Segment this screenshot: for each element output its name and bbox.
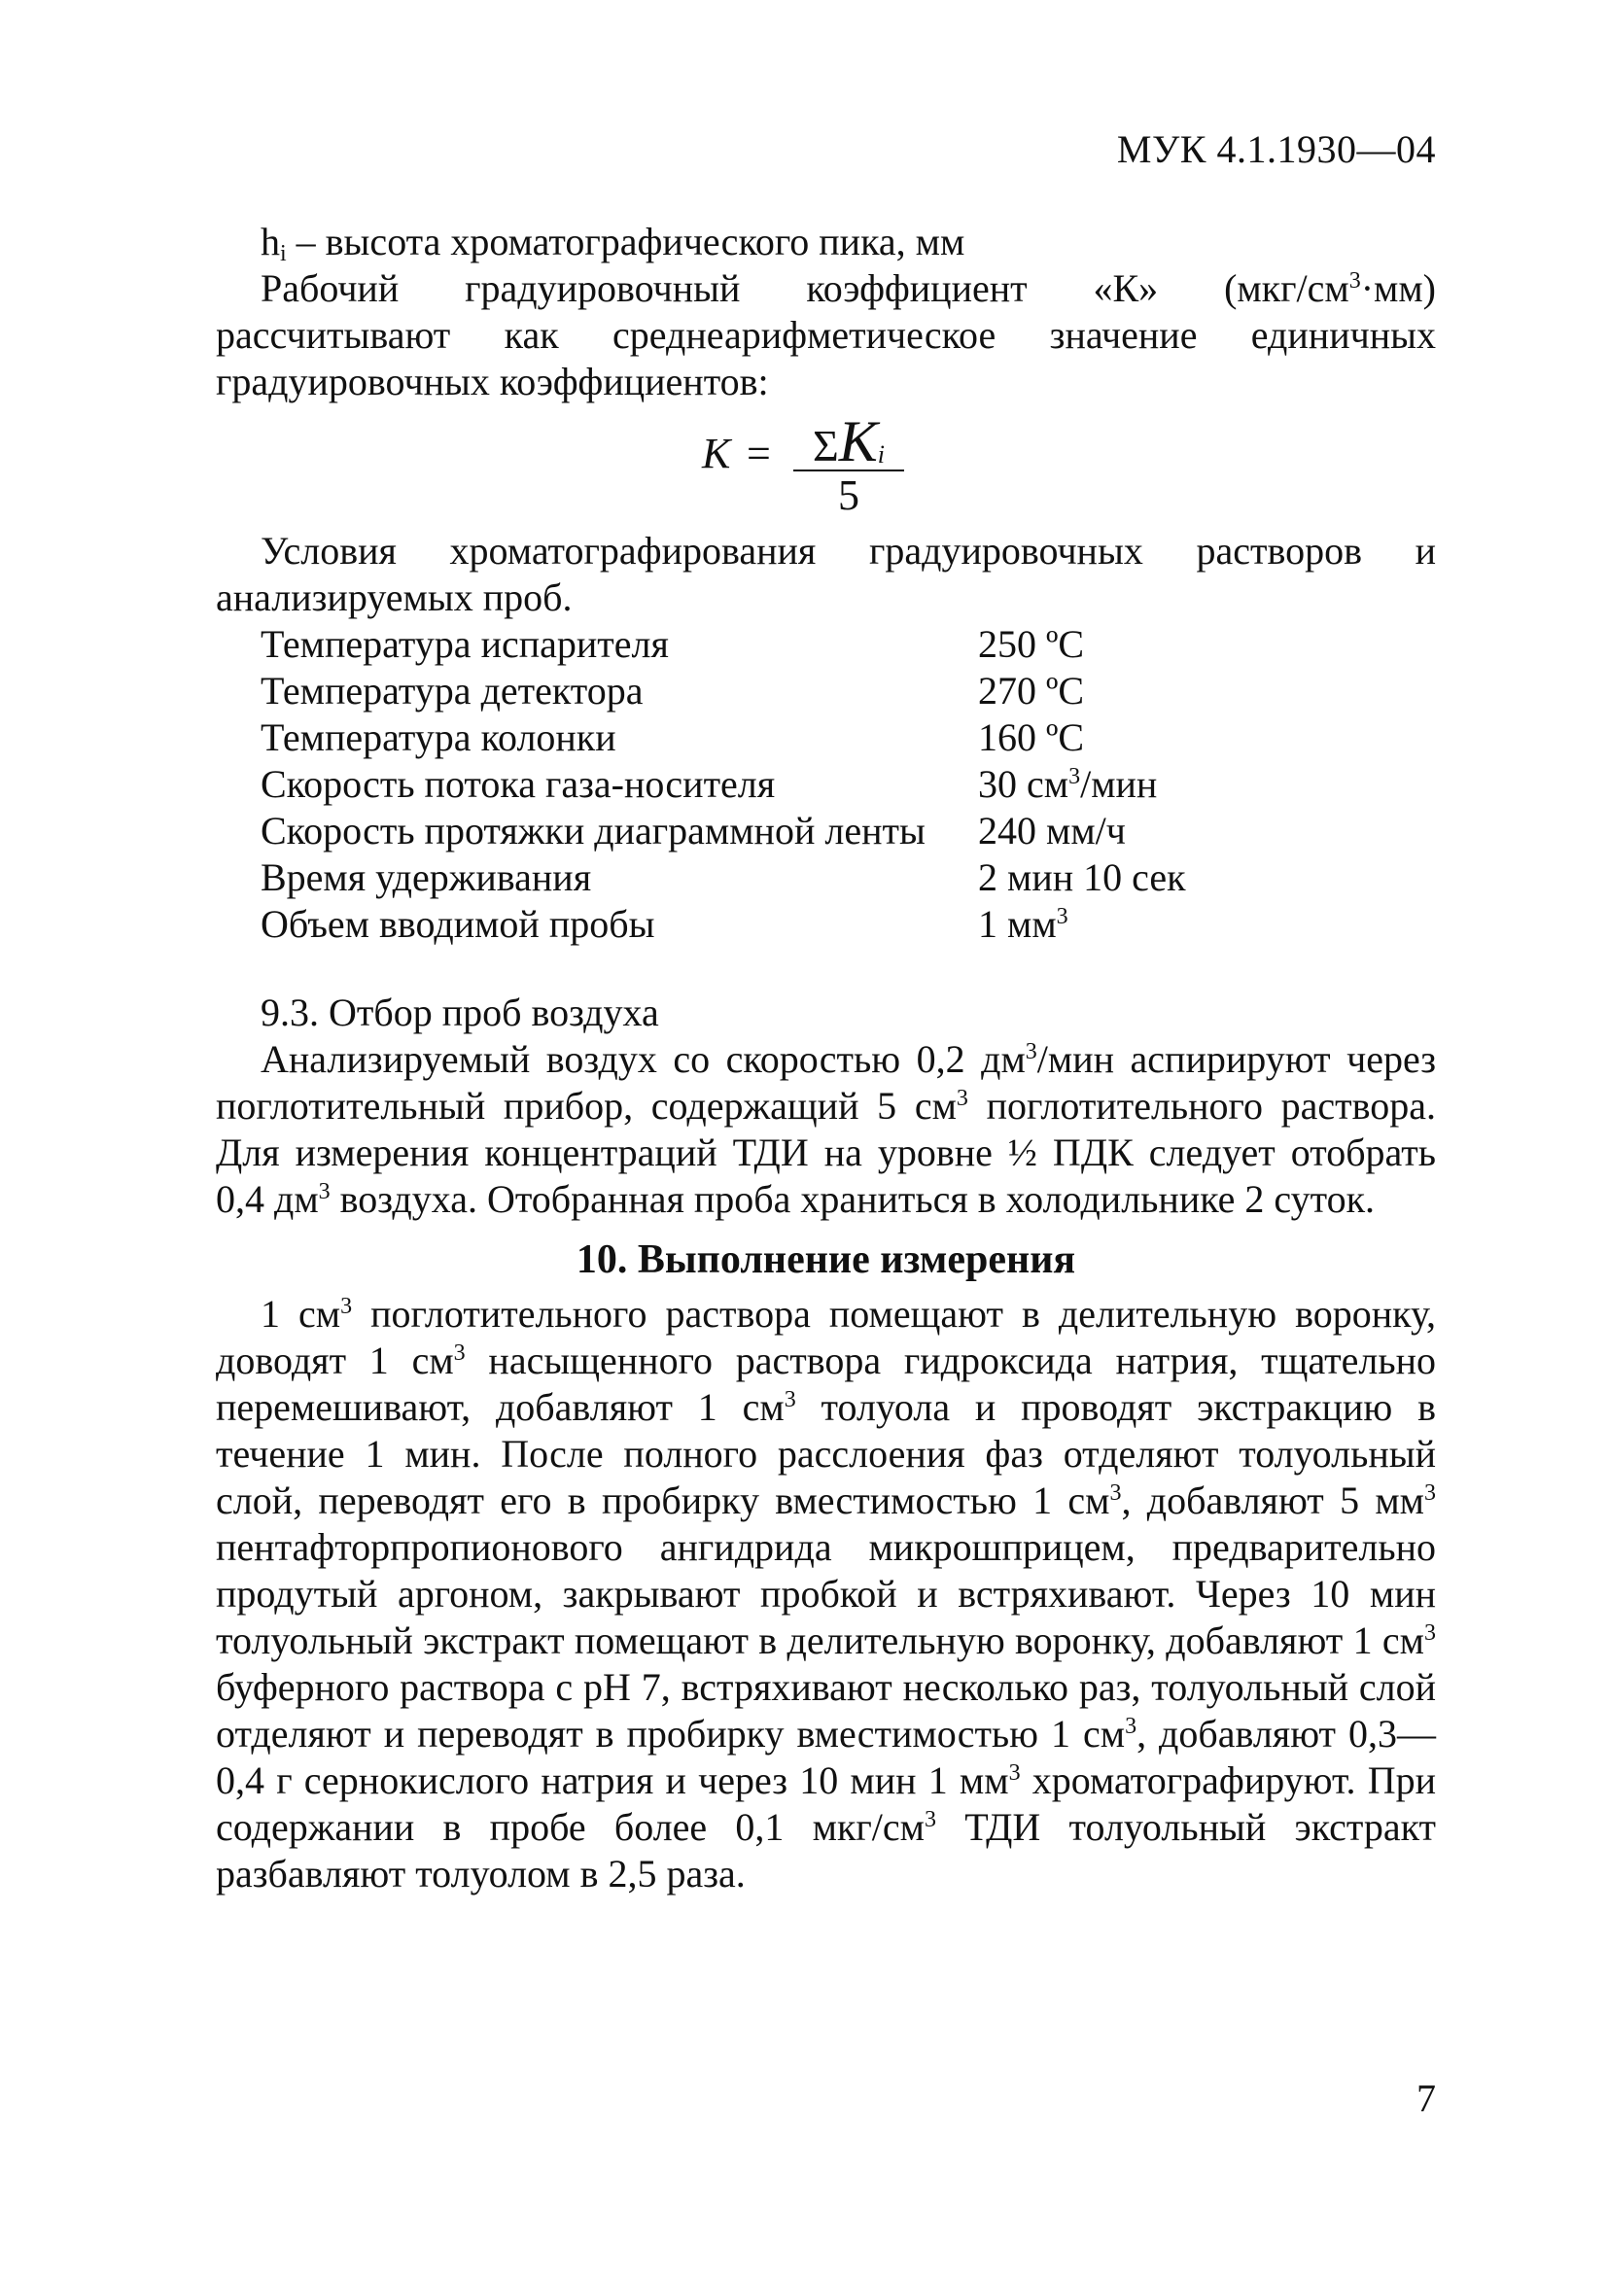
condition-row — [216, 621, 1436, 668]
superscript: 3 — [318, 1179, 331, 1204]
condition-name: Объем вводимой пробы — [261, 902, 655, 946]
formula-fraction — [789, 411, 908, 520]
condition-row — [216, 901, 1436, 948]
coefficient-text-2: ·мм) рассчитывают как среднеарифметическое значение единичных градуировочных коэффициентов: — [216, 266, 1436, 403]
condition-row — [216, 808, 1436, 854]
sampling-heading: 9.3. Отбор проб воздуха — [261, 991, 659, 1034]
condition-name: Скорость потока газа-носителя — [261, 762, 776, 806]
measurement-text: толуола и проводят экстракцию в течение 1 мин. После полного расслоения фаз отделяют толуольный слой, переводят его в пробирку вместимостью 1 см — [216, 1385, 1436, 1522]
hi-subscript: i — [280, 241, 287, 266]
superscript: 3 — [1109, 1480, 1122, 1506]
measurement-paragraph — [216, 1291, 1436, 1897]
formula-k: K — [838, 409, 878, 473]
value-unit: /мин — [1080, 762, 1158, 806]
superscript: 3 — [1125, 1714, 1137, 1739]
condition-row — [216, 761, 1436, 808]
section-title-measurement: 10. Выполнение измерения — [576, 1237, 1076, 1282]
superscript: 3 — [1056, 904, 1068, 929]
value-text: 1 мм — [978, 902, 1057, 946]
sampling-paragraph — [216, 1036, 1436, 1223]
measurement-text: буферного раствора с рН 7, встряхивают несколько раз, толуольный слой отделяют и переводят в пробирку вместимостью 1 см — [216, 1665, 1436, 1756]
condition-name: Температура колонки — [261, 715, 616, 759]
condition-name: Время удерживания — [261, 855, 592, 899]
superscript: 3 — [1348, 268, 1361, 294]
measurement-text: поглотительного раствора помещают в делительную воронку, доводят 1 см — [216, 1292, 1436, 1382]
coefficient-formula — [216, 411, 1436, 524]
conditions-table — [216, 621, 1436, 948]
condition-row — [216, 714, 1436, 761]
superscript: 3 — [453, 1340, 466, 1366]
superscript: 3 — [924, 1807, 936, 1832]
page-body — [216, 219, 1436, 1897]
formula-numerator — [789, 409, 908, 473]
measurement-text: хроматографируют. При содержании в пробе более 0,1 мкг/см — [216, 1758, 1436, 1849]
formula-equals: = — [747, 430, 771, 477]
superscript: 3 — [1008, 1760, 1021, 1786]
condition-name: Температура испарителя — [261, 622, 669, 666]
condition-value: 160 ºС — [978, 715, 1085, 759]
coefficient-text-1: Рабочий градуировочный коэффициент «К» (мкг/см — [261, 266, 1349, 310]
superscript: 3 — [1068, 764, 1081, 789]
condition-value — [978, 901, 1436, 948]
superscript: 3 — [956, 1086, 968, 1111]
condition-value — [978, 761, 1436, 808]
sigma-symbol: Σ — [812, 421, 839, 470]
superscript: 3 — [1424, 1620, 1436, 1646]
condition-name: Температура детектора — [261, 669, 644, 713]
hi-definition — [216, 219, 1436, 265]
sampling-text: Анализируемый воздух со скоростью 0,2 дм — [261, 1037, 1026, 1081]
condition-value: 2 мин 10 сек — [978, 855, 1186, 899]
measurement-text: пентафторпропионового ангидрида микрошприцем, предварительно продутый аргоном, закрывают пробкой и встряхивают. Через 10 мин толуольный экстракт помещают в делительную воронку, добавляют 1 см — [216, 1525, 1436, 1662]
hi-definition-text: – высота хроматографического пика, мм — [286, 220, 965, 263]
page-number: 7 — [1416, 2076, 1436, 2120]
sampling-text: воздуха. Отобранная проба храниться в холодильнике 2 суток. — [330, 1177, 1376, 1221]
condition-row — [216, 854, 1436, 901]
document-code: МУК 4.1.1930—04 — [1116, 127, 1436, 171]
formula-denominator: 5 — [838, 471, 859, 519]
condition-row — [216, 668, 1436, 714]
hi-symbol: h — [261, 220, 280, 263]
superscript: 3 — [1025, 1039, 1037, 1064]
condition-value: 250 ºС — [978, 622, 1085, 666]
condition-value: 240 мм/ч — [978, 809, 1126, 852]
value-text: 30 см — [978, 762, 1069, 806]
formula-lhs: К — [702, 430, 731, 477]
measurement-text: 1 см — [261, 1292, 341, 1336]
measurement-text: , добавляют 0,3—0,4 г сернокислого натрия и через 10 мин 1 мм — [216, 1712, 1437, 1802]
superscript: 3 — [784, 1387, 796, 1412]
condition-name: Скорость протяжки диаграммной ленты — [261, 809, 926, 852]
formula-k-subscript: i — [877, 440, 886, 469]
measurement-text: , добавляют 5 мм — [1121, 1478, 1424, 1522]
sampling-text: /мин аспирируют через поглотительный прибор, содержащий 5 см — [216, 1037, 1437, 1128]
condition-value: 270 ºС — [978, 669, 1085, 713]
superscript: 3 — [340, 1294, 353, 1319]
measurement-text: насыщенного раствора гидроксида натрия, тщательно перемешивают, добавляют 1 см — [216, 1339, 1436, 1429]
superscript: 3 — [1424, 1480, 1436, 1506]
sampling-text: поглотительного раствора. Для измерения концентраций ТДИ на уровне ½ ПДК следует отобрать 0,4 дм — [216, 1084, 1437, 1221]
coefficient-paragraph — [216, 265, 1436, 405]
measurement-text: ТДИ толуольный экстракт разбавляют толуолом в 2,5 раза. — [216, 1805, 1436, 1896]
conditions-intro: Условия хроматографирования градуировочных растворов и анализируемых проб. — [216, 529, 1436, 619]
